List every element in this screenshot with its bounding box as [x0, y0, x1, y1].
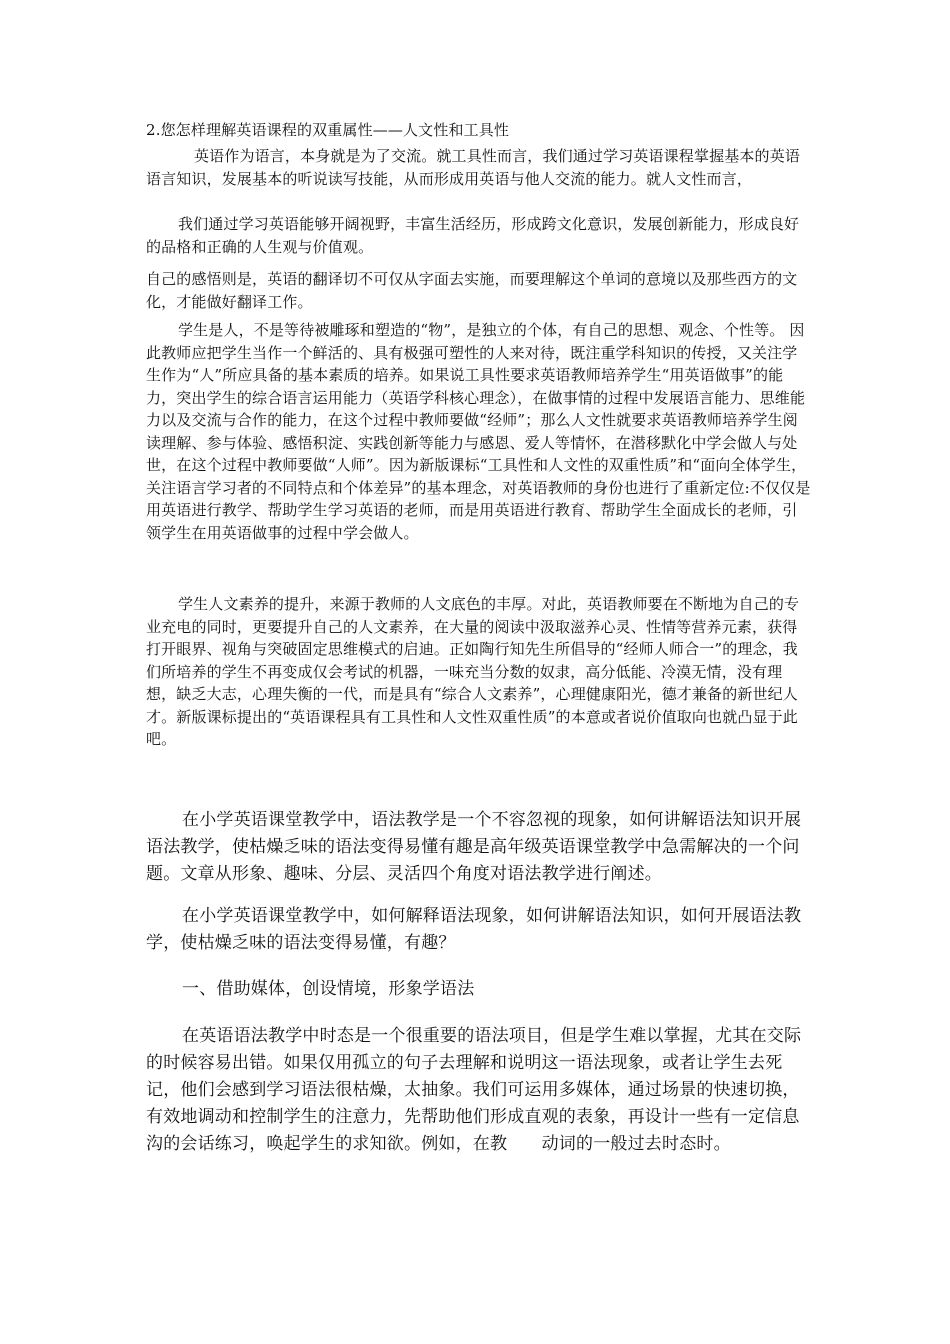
- paragraph-tool-nature: 英语作为语言，本身就是为了交流。就工具性而言，我们通过学习英语课程掌握基本的英语语言知识，发展基本的听说读写技能，从而形成用英语与他人交流的能力。就人文性而言，: [146, 147, 801, 188]
- question-title: 2.您怎样理解英语课程的双重属性——人文性和工具性: [146, 121, 510, 139]
- paragraph-students-as-people: 学生是人，不是等待被雕琢和塑造的“物”，是独立的个体，有自己的思想、观念、个性等。 因此教师应把学生当作一个鲜活的、具有极强可塑性的人来对待，既注重学科知识的传授，又关注学生作为“人”所应具备的基本素质的培养。如果说工具性要求英语教师培养学生“用英语做事”的能力，突出学生的综合语言运用能力（英语学科核心理念），在做事情的过程中发展语言能力、思维能力以及交流与合作的能力，在这个过程中教师要做“经师”；那么人文性就要求英语教师培养学生阅读理解、参与体验、感悟积淀、实践创新等能力与感恩、爱人等情怀，在潜移默化中学会做人与处世，在这个过程中教师要做“人师”。因为新版课标“工具性和人文性的双重性质”和“面向全体学生，关注语言学习者的不同特点和个体差异”的基本理念，对英语教师的身份也进行了重新定位:不仅仅是用英语进行教学、帮助学生学习英语的老师，而是用英语进行教育、帮助学生全面成长的老师，引领学生在用英语做事的过程中学会做人。: [146, 321, 811, 542]
- paragraph-personal-insight: 自己的感悟则是，英语的翻译切不可仅从字面去实施，而要理解这个单词的意境以及那些西方的文化，才能做好翻译工作。: [146, 270, 798, 311]
- paragraph-tense-teaching: 在英语语法教学中时态是一个很重要的语法项目，但是学生难以掌握，尤其在交际的时候容易出错。如果仅用孤立的句子去理解和说明这一语法现象，或者让学生去死记，他们会感到学习语法很枯燥，太抽象。我们可运用多媒体，通过场景的快速切换，有效地调动和控制学生的注意力，先帮助他们形成直观的表象，再设计一些有一定信息沟的会话练习，唤起学生的求知欲。例如，在教 动词的一般过去时态时。: [146, 1026, 802, 1154]
- paragraph-teacher-humanities: 学生人文素养的提升，来源于教师的人文底色的丰厚。对此，英语教师要在不断地为自己的专业充电的同时，更要提升自己的人文素养，在大量的阅读中汲取滋养心灵、性情等营养元素，获得打开眼界、视角与突破固定思维模式的启迪。正如陶行知先生所倡导的“经师人师合一”的理念，我们所培养的学生不再变成仅会考试的机器，一味充当分数的奴隶，高分低能、冷漠无情，没有理想，缺乏大志，心理失衡的一代，而是具有“综合人文素养”，心理健康阳光，德才兼备的新世纪人才。新版课标提出的“英语课程具有工具性和人文性双重性质”的本意或者说价值取向也就凸显于此吧。: [146, 595, 800, 748]
- paragraph-grammar-question: 在小学英语课堂教学中，如何解释语法现象，如何讲解语法知识，如何开展语法教学，使枯燥乏味的语法变得易懂，有趣？: [146, 906, 802, 953]
- section-heading-media: 一、借助媒体，创设情境，形象学语法: [182, 979, 475, 999]
- paragraph-humanistic-nature: 我们通过学习英语能够开阔视野，丰富生活经历，形成跨文化意识，发展创新能力，形成良好的品格和正确的人生观与价值观。: [146, 215, 800, 256]
- paragraph-grammar-intro: 在小学英语课堂教学中，语法教学是一个不容忽视的现象，如何讲解语法知识开展语法教学，使枯燥乏味的语法变得易懂有趣是高年级英语课堂教学中急需解决的一个问题。文章从形象、趣味、分层、灵活四个角度对语法教学进行阐述。: [146, 810, 802, 884]
